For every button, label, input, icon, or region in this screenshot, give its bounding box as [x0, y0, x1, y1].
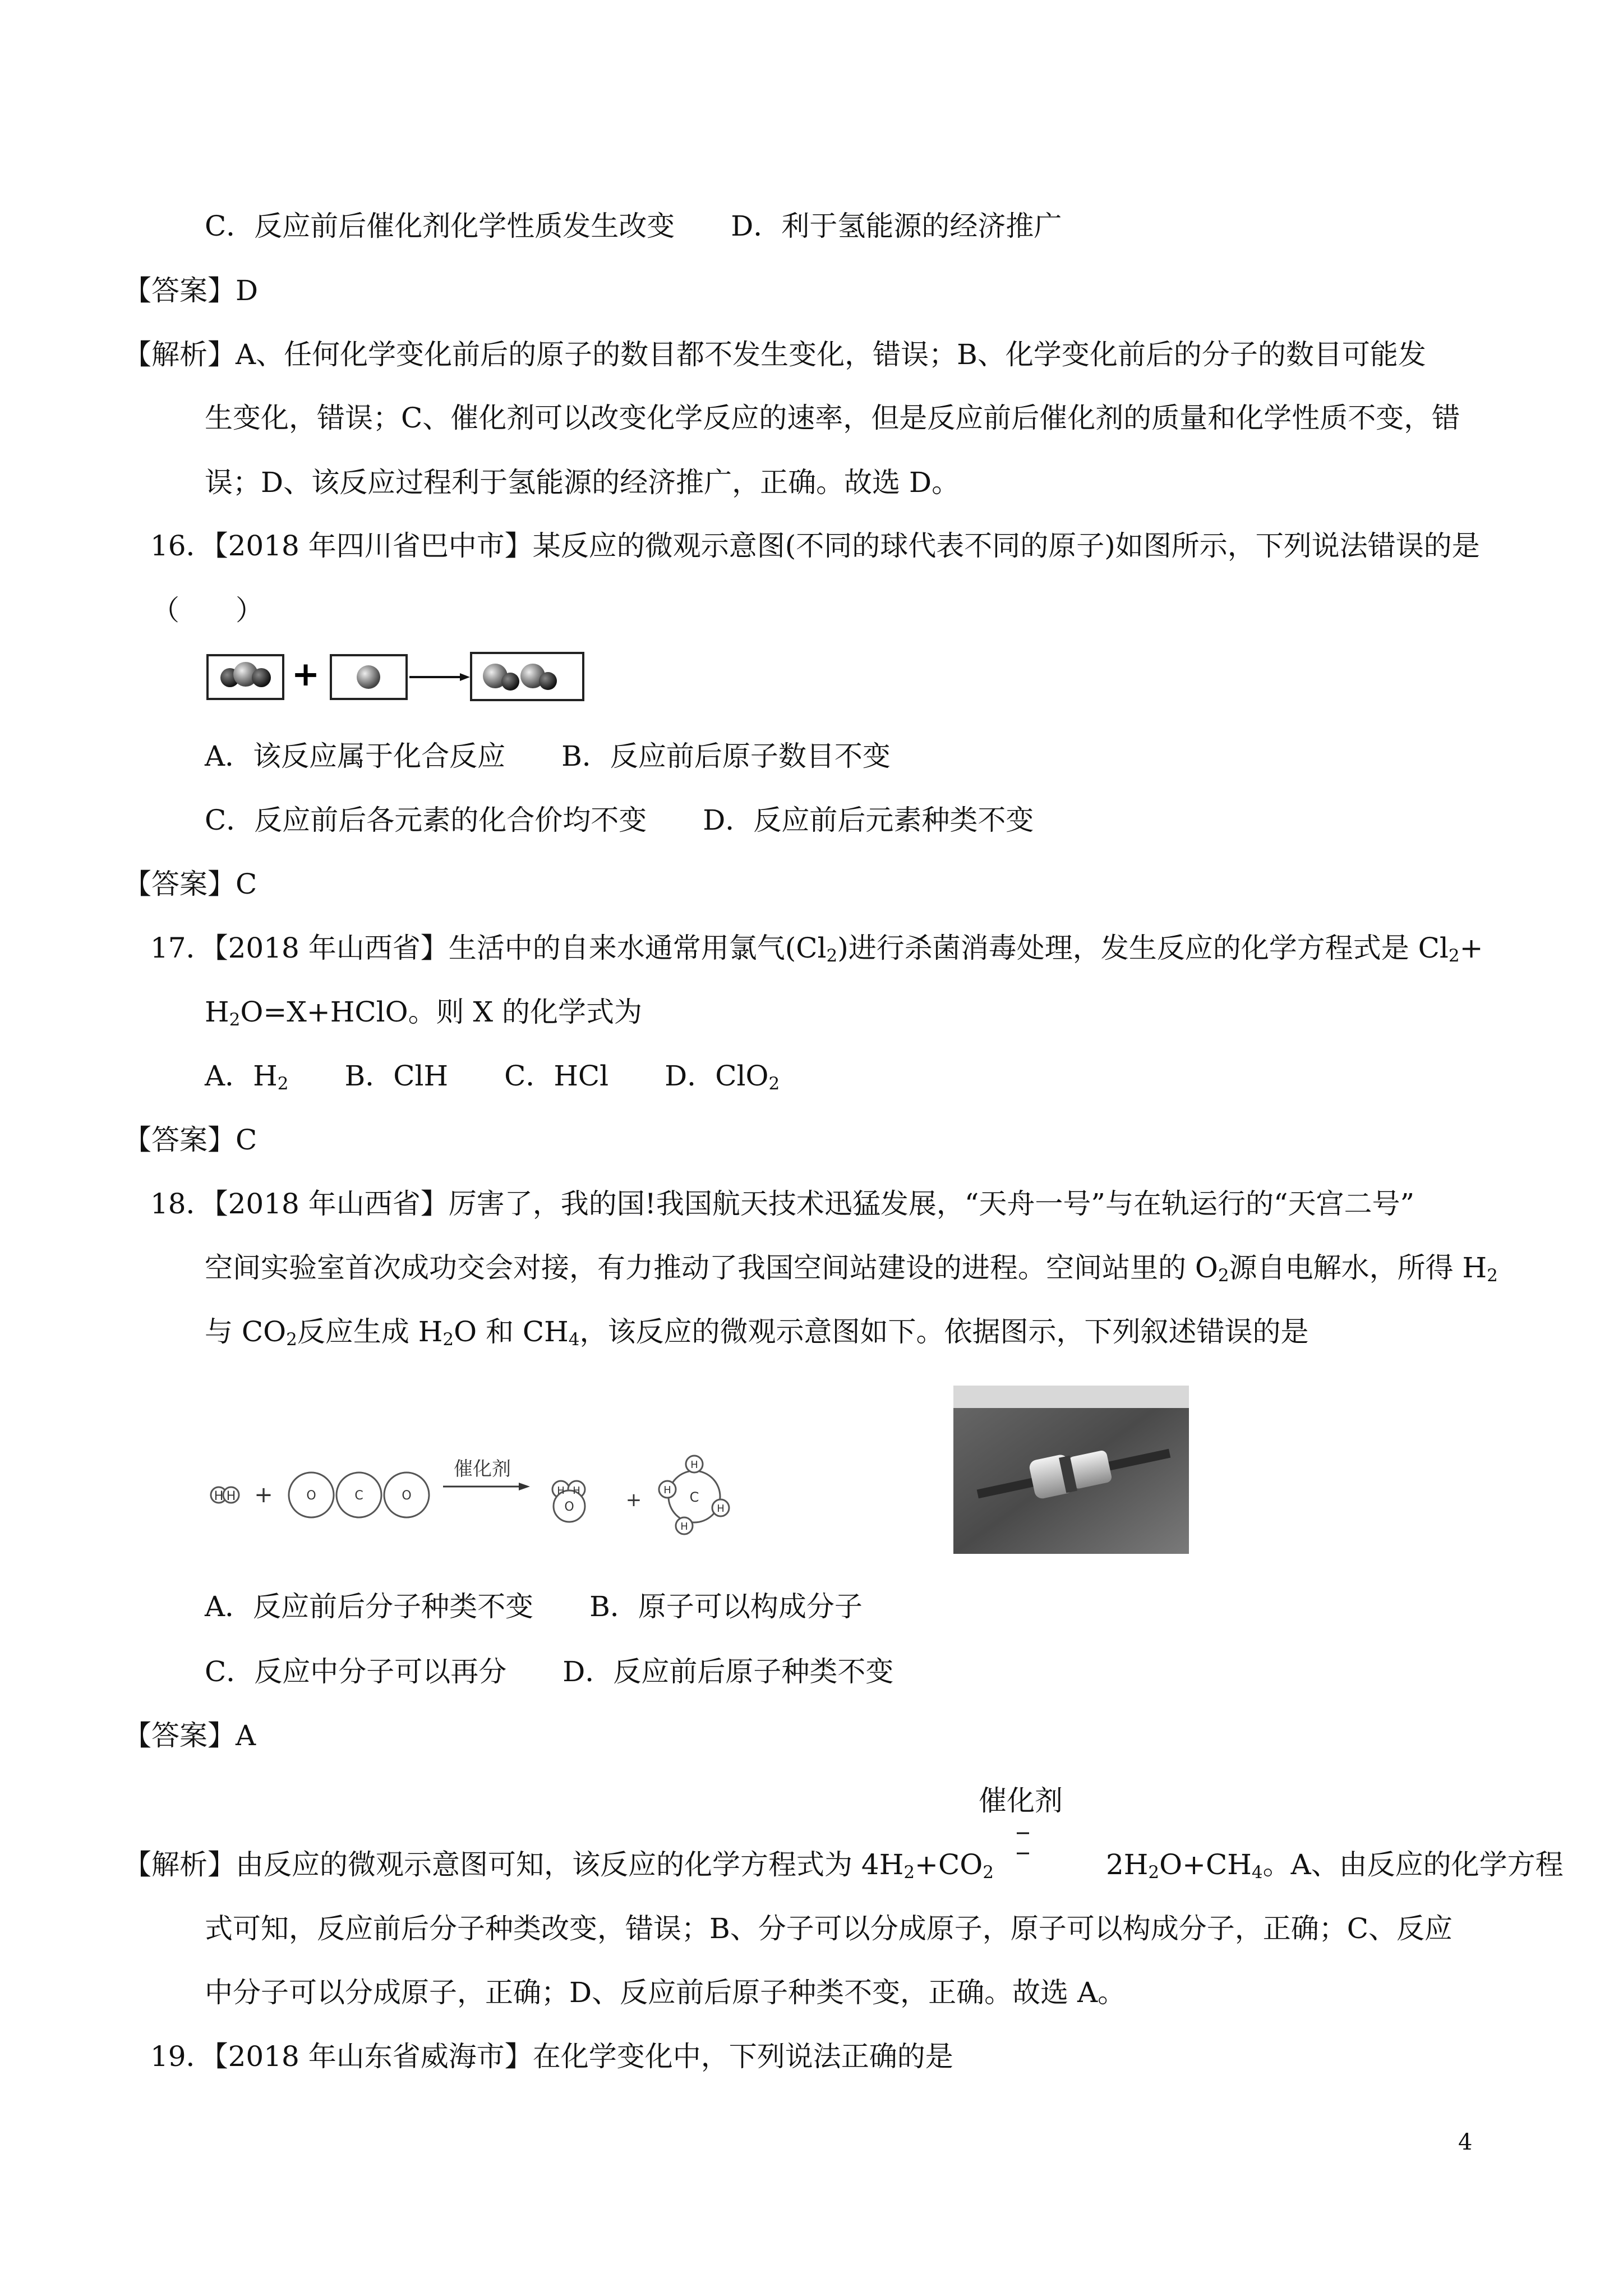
q16-options-ab: A．该反应属于化合反应 B．反应前后原子数目不变	[205, 740, 891, 772]
q15-analysis-line3: 误；D、该反应过程利于氢能源的经济推广，正确。故选 D。	[205, 466, 960, 499]
product-box	[471, 653, 583, 700]
svg-text:H: H	[663, 1484, 671, 1496]
reactant-box-2	[331, 655, 407, 699]
svg-text:O: O	[306, 1489, 316, 1503]
q18-reaction-diagram	[208, 1436, 852, 1548]
q18-options-ab: A．反应前后分子种类不变 B．原子可以构成分子	[205, 1590, 863, 1623]
q17-options: A．$H_2$ B．ClH C．HCl D．ClO$_2$	[205, 1060, 780, 1094]
svg-text:H: H	[690, 1459, 698, 1471]
svg-text:H: H	[573, 1485, 580, 1497]
q15-answer: 【答案】D	[123, 274, 259, 307]
svg-text:O: O	[564, 1500, 574, 1514]
svg-text:H: H	[680, 1521, 688, 1533]
q18-analysis-line2: 式可知，反应前后分子种类改变，错误；B、分子可以分成原子，原子可以构成分子，正确；C、反应	[205, 1912, 1453, 1945]
svg-text:H: H	[214, 1489, 224, 1503]
space-station-photo	[953, 1386, 1189, 1554]
q18-options-cd: C．反应中分子可以再分 D．反应前后原子种类不变	[205, 1655, 894, 1688]
q16-reaction-diagram	[202, 645, 606, 707]
q18-answer: 【答案】A	[123, 1719, 256, 1752]
svg-text:O: O	[402, 1489, 412, 1503]
q16-stem: 16．【2018 年四川省巴中市】某反应的微观示意图(不同的球代表不同的原子)如图所示，下列说法错误的是	[150, 530, 1480, 562]
plus-sign: +	[291, 655, 320, 694]
svg-text:C: C	[689, 1489, 699, 1505]
q15-analysis-line2: 生变化，错误；C、催化剂可以改变化学反应的速率，但是反应前后催化剂的质量和化学性质不变，错	[205, 402, 1460, 434]
q18-catalyst-label: 催化剂	[979, 1784, 1063, 1817]
svg-text:+: +	[625, 1489, 642, 1511]
q17-answer: 【答案】C	[123, 1124, 257, 1156]
svg-text:催化剂: 催化剂	[454, 1458, 511, 1480]
svg-text:+: +	[254, 1482, 273, 1508]
reactant-box-1	[208, 655, 283, 699]
q18-stem-line2: 空间实验室首次成功交会对接，有力推动了我国空间站建设的进程。空间站里的 $O_2$源自电解水，所得 $H_2$	[205, 1251, 1498, 1286]
reaction-arrow	[409, 673, 470, 681]
q18-stem-line3: 与 $CO_2$反应生成 $H_2O$ 和 $CH_4$，该反应的微观示意图如下。依据图示，下列叙述错误的是	[205, 1315, 1309, 1350]
svg-text:H: H	[557, 1485, 565, 1497]
q16-bracket: （ ）	[151, 594, 264, 627]
q15-options-cd: C．反应前后催化剂化学性质发生改变 D．利于氢能源的经济推广	[205, 210, 1062, 242]
q17-stem-line2: $H_2O=X+HClO$。则 X 的化学式为	[205, 996, 642, 1030]
q16-answer: 【答案】C	[123, 868, 257, 900]
q16-options-cd: C．反应前后各元素的化合价均不变 D．反应前后元素种类不变	[205, 804, 1034, 836]
q19-stem: 19．【2018 年山东省威海市】在化学变化中，下列说法正确的是	[150, 2040, 953, 2073]
q15-analysis-line1: 【解析】A、任何化学变化前后的原子的数目都不发生变化，错误；B、化学变化前后的分子的数目可能发	[123, 338, 1426, 371]
svg-text:H: H	[717, 1503, 725, 1515]
svg-text:C: C	[354, 1489, 363, 1503]
page-number: 4	[1458, 2129, 1473, 2155]
q18-analysis-line3: 中分子可以分成原子，正确；D、反应前后原子种类不变，正确。故选 A。	[205, 1976, 1126, 2009]
svg-text:H: H	[226, 1489, 236, 1503]
catalyst-arrow	[443, 1458, 530, 1490]
q18-stem-line1: 18．【2018 年山西省】厉害了，我的国!我国航天技术迅猛发展，“天舟一号”与在轨运行的“天宫二号”	[150, 1188, 1415, 1220]
q17-stem-line1: 17．【2018 年山西省】生活中的自来水通常用氯气$(Cl_2)$进行杀菌消毒处理，发生反应的化学方程式是 $Cl_2+$	[150, 932, 1483, 966]
q18-analysis-line1: 【解析】由反应的微观示意图可知，该反应的化学方程式为 $4H_2+CO_2$ $2H_2O+CH_4$。A、由反应的化学方程	[123, 1848, 1564, 1883]
